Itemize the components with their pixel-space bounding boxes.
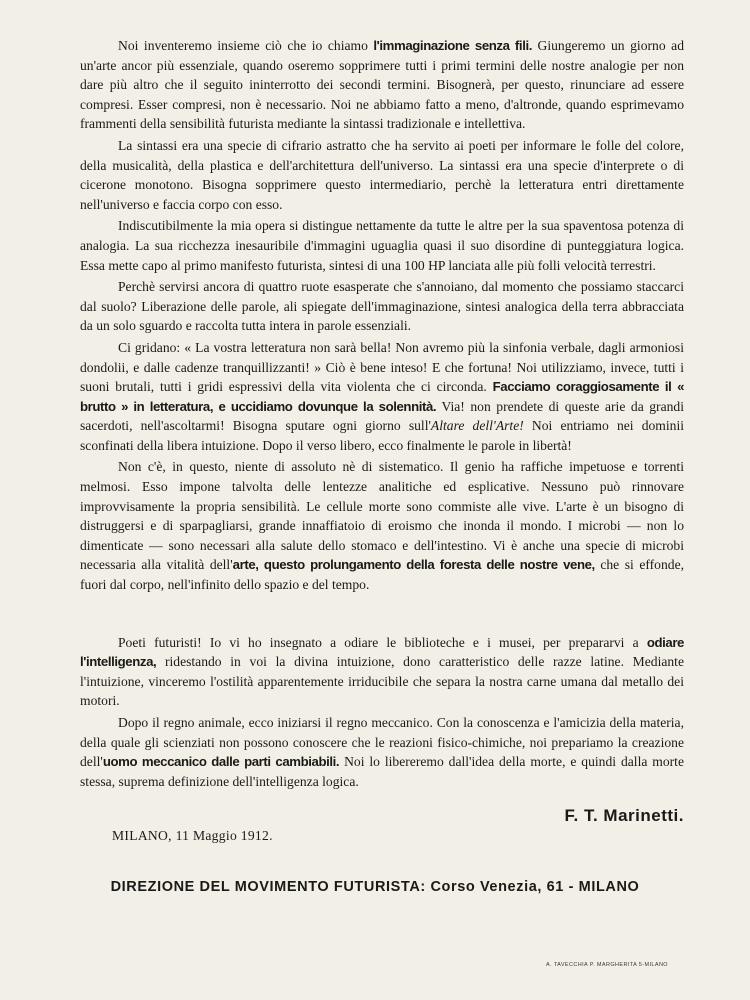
paragraph: Poeti futuristi! Io vi ho insegnato a odiare le biblioteche e i musei, per prepararvi a odiare l'intelligenza, ridestando in voi la divina intuizione, dono caratteristico delle razze latine. Mediante l'intuizione, vinceremo l'ostilità apparentemente irriducibile che separa la nostra carne umana dal metallo dei motori. <box>80 634 684 709</box>
signature-block <box>80 806 684 850</box>
emphasis: arte, questo prolungamento della foresta delle nostre vene, <box>232 557 595 573</box>
italic-phrase: Altare dell'Arte! <box>430 418 524 434</box>
paragraph: Perchè servirsi ancora di quattro ruote esasperate che s'annoiano, dal momento che possiamo staccarci dal suolo? Liberazione delle parole, ali spiegate dell'immaginazione, sintesi analogica della terra abbracciata da un solo sguardo e raccolta tutta intera in parole essenziali. <box>80 279 684 334</box>
paragraph: Non c'è, in questo, niente di assoluto nè di sistematico. Il genio ha raffiche impetuose e torrenti melmosi. Esso impone talvolta delle lentezze analitiche ed esplicative. Nessuno può rinnovare improvvisamente la propria sensibilità. Le cellule morte sono commiste alle vive. L'arte è un bisogno di distruggersi e di sparpagliarsi, grande innaffiatoio di eroismo che inonda il mondo. I microbi — non lo dimenticate — sono necessari alla salute dello stomaco e dell'intestino. Vi è anche una specie di microbi necessaria alla vitalità dell'arte, questo prolungamento della foresta delle nostre vene, che si effonde, fuori dal corpo, nell'infinito dello spazio e del tempo. <box>80 459 685 593</box>
paragraph: Indiscutibilmente la mia opera si distingue nettamente da tutte le altre per la sua spaventosa potenza di analogia. La sua ricchezza inesauribile d'immagini uguaglia quasi il suo disordine di punteggiatura logica. Essa mette capo al primo manifesto futurista, sintesi di una 100 HP lanciata alle più folli velocità terrestri. <box>80 218 684 273</box>
printer-imprint: A. TAVECCHIA P. MARGHERITA 5-MILANO <box>546 962 668 968</box>
emphasis: Facciamo coraggiosamente il « brutto » in letteratura, e uccidiamo dovunque la solennità. <box>80 379 685 414</box>
paragraph: Ci gridano: « La vostra letteratura non sarà bella! Non avremo più la sinfonia verbale, dagli armoniosi dondolii, e dalle cadenze tranquillizzanti! » Ciò è bene inteso! E che fortuna! Noi utilizziamo, invece, tutti i suoni brutali, tutti i gridi espressivi della vita violenta che ci circonda. Facciamo coraggiosamente il « brutto » in letteratura, e uccidiamo dovunque la solennità. Via! non prendete di queste arie da grandi sacerdoti, nell'ascoltarmi! Bisogna sputare ogni giorno sull'Altare dell'Arte! Noi entriamo nei dominii sconfinati della libera intuizione. Dopo il verso libero, ecco finalmente le parole in libertà! <box>80 339 685 453</box>
section-gap <box>80 597 684 633</box>
paragraph: Noi inventeremo insieme ciò che io chiamo l'immaginazione senza fili. Giungeremo un giorno ad un'arte ancor più essenziale, quando oseremo sopprimere tutti i primi termini delle nostre analogie per non dare più altro che il seguito ininterrotto dei secondi termini. Bisognerà, per questo, rinunciare ad essere compresi. Esser compresi, non è necessario. Noi ne abbiamo fatto a meno, d'altronde, quando esprimevamo frammenti della sensibilità futurista mediante la sintassi tradizionale e intellettiva. <box>80 38 684 132</box>
paragraph: Dopo il regno animale, ecco iniziarsi il regno meccanico. Con la conoscenza e l'amicizia della materia, della quale gli scienziati non possono conoscere che le reazioni fisico-chimiche, noi prepariamo la creazione dell'uomo meccanico dalle parti cambiabili. Noi lo libereremo dall'idea della morte, e quindi dalla morte stessa, suprema definizione dell'intelligenza logica. <box>80 715 684 789</box>
emphasis: odiare l'intelligenza, <box>80 634 684 670</box>
emphasis: l'immaginazione senza fili. <box>373 38 532 53</box>
signature: F. T. Marinetti. <box>564 806 684 825</box>
paragraph: La sintassi era una specie di cifrario astratto che ha servito ai poeti per informare le folle del colore, della musicalità, della plastica e dell'architettura dell'universo. La sintassi era una specie d'interprete o di cicerone monotono. Bisogna sopprimere questo intermediario, perchè la letteratura entri direttamente nell'universo e faccia corpo con esso. <box>80 137 684 212</box>
direction-address: DIREZIONE DEL MOVIMENTO FUTURISTA: Corso Venezia, 61 - MILANO <box>110 879 640 895</box>
place-date: MILANO, 11 Maggio 1912. <box>112 828 273 843</box>
emphasis: uomo meccanico dalle parti cambiabili. <box>102 754 340 770</box>
manifesto-body <box>80 36 684 793</box>
